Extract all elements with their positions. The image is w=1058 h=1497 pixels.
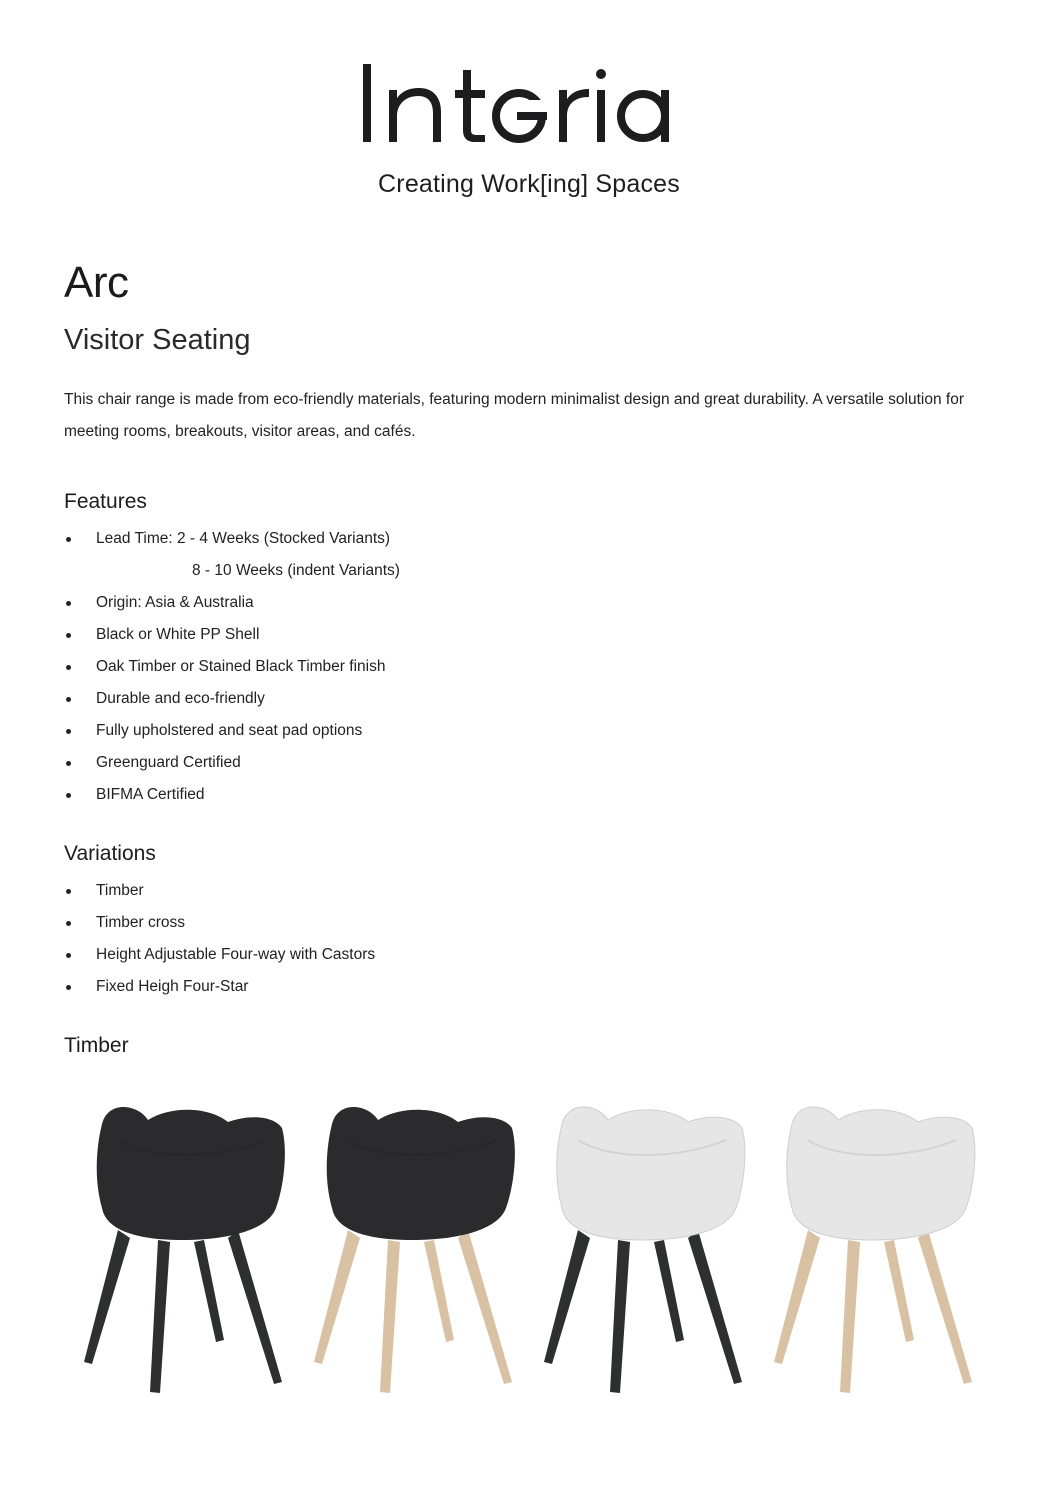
list-item-text: BIFMA Certified: [96, 786, 205, 803]
list-item-text: Lead Time: 2 - 4 Weeks (Stocked Variants): [96, 530, 391, 547]
chair-image-black-shell-black-legs: [78, 1090, 288, 1400]
list-item-text: Durable and eco-friendly: [96, 690, 265, 707]
list-item: [64, 939, 375, 971]
list-item: [64, 619, 400, 651]
list-item: [64, 875, 375, 907]
brand-logo: [0, 58, 1058, 153]
bullet-icon: [66, 729, 71, 734]
list-item-text: Height Adjustable Four-way with Castors: [96, 946, 376, 963]
list-item-text: Timber cross: [96, 914, 185, 931]
brand-tagline: Creating Work[ing] Spaces: [378, 170, 680, 198]
bullet-icon: [66, 697, 71, 702]
list-item-text: 8 - 10 Weeks (indent Variants): [192, 562, 400, 579]
bullet-icon: [66, 921, 71, 926]
chair-shell: [787, 1107, 975, 1240]
product-subtitle: Visitor Seating: [64, 324, 251, 356]
variations-list: [64, 875, 375, 1003]
chair-legs: [544, 1230, 742, 1393]
timber-chair-gallery: [64, 1090, 1004, 1410]
list-item: [64, 683, 400, 715]
chair-shell: [97, 1107, 285, 1240]
chair-legs: [774, 1230, 972, 1393]
list-item: [64, 907, 375, 939]
list-item-text: Black or White PP Shell: [96, 626, 260, 643]
bullet-icon: [66, 953, 71, 958]
variations-heading: Variations: [64, 842, 156, 865]
list-item: [64, 523, 400, 555]
chair-image-black-shell-oak-legs: [308, 1090, 518, 1400]
bullet-icon: [66, 761, 71, 766]
list-item: [64, 779, 400, 811]
bullet-icon: [66, 601, 71, 606]
list-item-text: Origin: Asia & Australia: [96, 594, 254, 611]
bullet-icon: [66, 985, 71, 990]
list-item-text: Oak Timber or Stained Black Timber finish: [96, 658, 386, 675]
list-item: [64, 715, 400, 747]
timber-heading: Timber: [64, 1034, 129, 1057]
list-item: [64, 971, 375, 1003]
chair-image-white-shell-oak-legs: [768, 1090, 978, 1400]
list-item: [64, 651, 400, 683]
bullet-icon: [66, 793, 71, 798]
bullet-icon: [66, 665, 71, 670]
list-item-text: Greenguard Certified: [96, 754, 241, 771]
bullet-icon: [66, 537, 71, 542]
features-heading: Features: [64, 490, 147, 513]
features-list: [64, 523, 400, 811]
product-description: This chair range is made from eco-friendly materials, featuring modern minimalist design and great durability. A versatile solution for meeting rooms, breakouts, visitor areas, and cafés.: [64, 391, 964, 440]
list-item-text: Fully upholstered and seat pad options: [96, 722, 363, 739]
interia-logo: [359, 58, 699, 148]
list-item-continuation: [64, 555, 400, 587]
list-item: [64, 587, 400, 619]
bullet-icon: [66, 889, 71, 894]
chair-image-white-shell-black-legs: [538, 1090, 748, 1400]
chair-legs: [84, 1230, 282, 1393]
chair-shell: [327, 1107, 515, 1240]
list-item: [64, 747, 400, 779]
chair-legs: [314, 1230, 512, 1393]
list-item-text: Timber: [96, 882, 144, 899]
list-item-text: Fixed Heigh Four-Star: [96, 978, 249, 995]
product-title: Arc: [64, 258, 129, 307]
chair-shell: [557, 1107, 745, 1240]
bullet-icon: [66, 633, 71, 638]
